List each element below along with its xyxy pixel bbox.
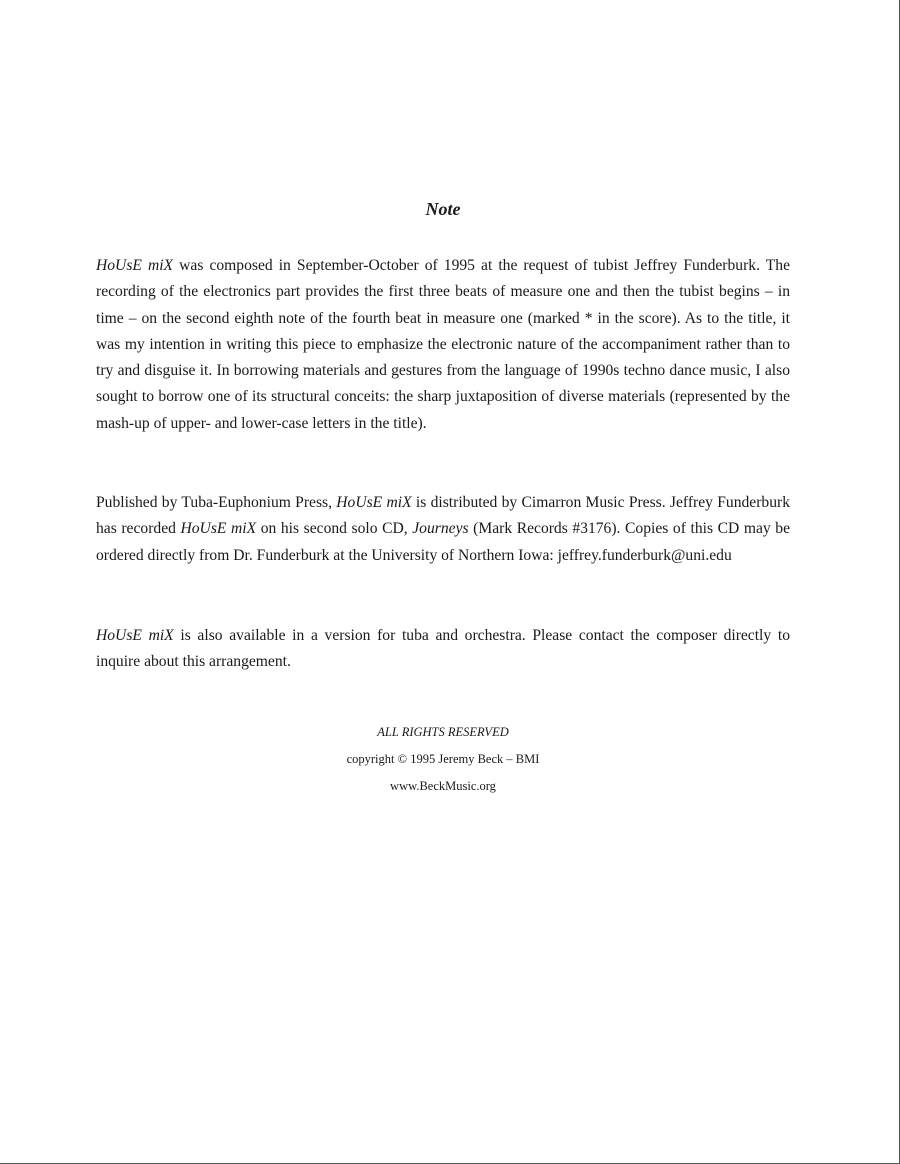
website-url: www.BeckMusic.org <box>390 779 496 793</box>
note-paragraph-orchestra-version <box>96 623 790 676</box>
paragraph-text: Published by Tuba-Euphonium Press, <box>96 494 337 511</box>
paragraph-text: is also available in a version for tuba and orchestra. Please contact the composer directly to inquire about this arrangement. <box>96 627 790 671</box>
copyright-notice: copyright © 1995 Jeremy Beck – BMI <box>346 752 540 766</box>
cd-title: Journeys <box>412 520 469 538</box>
work-title: HoUsE miX <box>180 520 257 538</box>
note-paragraph-composition <box>96 253 790 437</box>
paragraph-text: on his second solo CD, <box>256 520 413 538</box>
page-title: Note <box>425 199 461 219</box>
paragraph-text: is distributed by Cimarron Music Press. Jeffrey Funderburk has recorded <box>96 494 790 538</box>
note-paragraph-publication <box>96 490 790 569</box>
work-title: HoUsE miX <box>96 257 174 274</box>
work-title: HoUsE miX <box>336 494 412 511</box>
work-title: HoUsE miX <box>96 627 174 644</box>
paragraph-text: (Mark Records #3176). Copies of this CD may be ordered directly from Dr. Funderburk at the University of Northern Iowa: jeffrey.funderburk@uni.edu <box>96 520 791 564</box>
paragraph-text: was composed in September-October of 1995 at the request of tubist Jeffrey Funderburk. The recording of the electronics part provides the first three beats of measure one and then the tubist begins – in time – on the second eighth note of the fourth beat in measure one (marked * in the score). As to the title, it was my intention in writing this piece to emphasize the electronic nature of the accompaniment rather than to try and disguise it. In borrowing materials and gestures from the language of 1990s techno dance music, I also sought to borrow one of its structural conceits: the sharp juxtaposition of diverse materials (represented by the mash-up of upper- and lower-case letters in the title). <box>96 257 790 432</box>
rights-reserved-notice: ALL RIGHTS RESERVED <box>377 725 509 739</box>
